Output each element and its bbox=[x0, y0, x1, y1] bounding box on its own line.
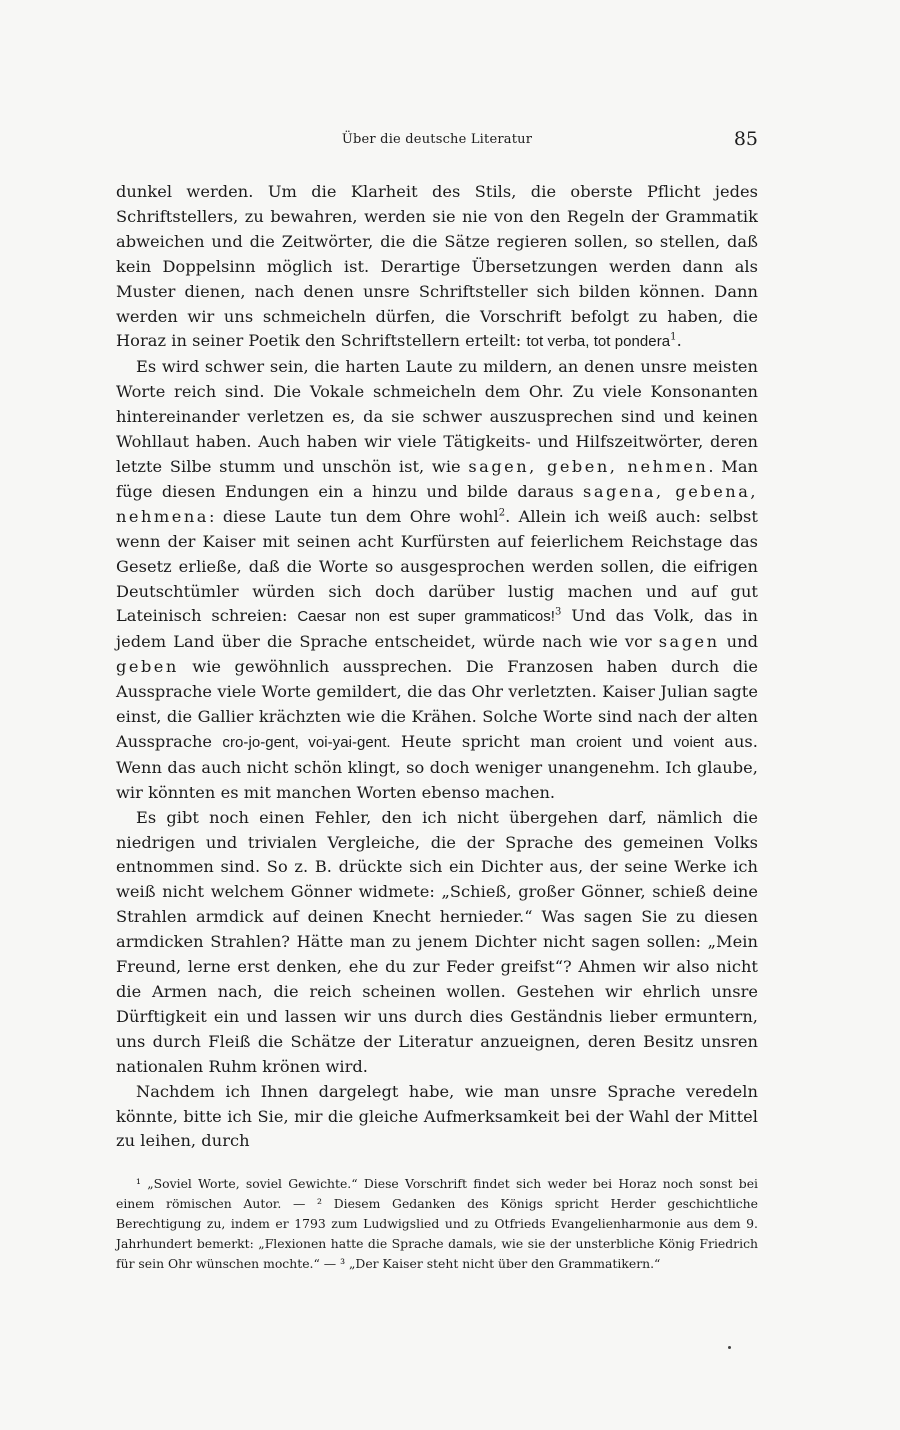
text-run: croient bbox=[576, 733, 622, 751]
footnotes bbox=[116, 1174, 758, 1274]
paragraph bbox=[116, 355, 758, 805]
text-run: sagena, gebena, nehmena bbox=[116, 481, 758, 526]
text-run: wie gewöhnlich aussprechen. Die Franzosen haben durch die Aussprache viele Worte gemildert, die das Ohr verletzten. Kaiser Julian sagte einst, die Gallier krächzten wie die Krähen. Solche Worte sind nach der alten Aussprache bbox=[116, 657, 758, 751]
book-page bbox=[116, 128, 758, 1274]
footnote: ¹ „Soviel Worte, soviel Gewichte.“ Diese Vorschrift findet sich weder bei Horaz noch sonst bei einem römischen Autor. — ² Diesem Gedanken des Königs spricht Herder geschichtliche Berechtigung zu, indem er 1793 zum Ludwigslied und zu Otfrieds Evangelienharmonie aus dem 9. Jahrhundert bemerkt: „Flexionen hatte die Sprache damals, wie sie der unsterbliche König Friedrich für sein Ohr wünschen mochte.“ — ³ „Der Kaiser steht nicht über den Grammatikern.“ bbox=[116, 1176, 758, 1272]
text-run: sagen, geben, nehmen bbox=[468, 456, 709, 476]
paragraph bbox=[116, 806, 758, 1080]
running-title: Über die deutsche Literatur bbox=[341, 132, 533, 147]
text-run: cro-jo-gent, voi-yai-gent. bbox=[222, 733, 391, 751]
text-run: : diese Laute tun dem Ohre wohl bbox=[208, 506, 499, 526]
text-run: geben bbox=[116, 657, 179, 677]
paragraph bbox=[116, 180, 758, 355]
text-run: Es gibt noch einen Fehler, den ich nicht übergehen darf, nämlich die niedrigen und trivialen Vergleiche, die der Sprache des gemeinen Volks entnommen sind. So z. B. drückte sich ein Dichter aus, der seine Werke ich weiß nicht welchem Gönner widmete: „Schieß, großer Gönner, schieß deine Strahlen armdick auf deinen Knecht hernieder.“ Was sagen Sie zu diesen armdicken Strahlen? Hätte man zu jenem Dichter nicht sagen sollen: „Mein Freund, lerne erst denken, ehe du zur Feder greifst“? Ahmen wir also nicht die Armen nach, die reich scheinen wollen. Gestehen wir ehrlich unsre Dürftigkeit ein und lassen wir uns durch dies Geständnis lieber ermuntern, uns durch Fleiß die Schätze der Literatur anzueignen, deren Besitz unsren nationalen Ruhm krönen wird. bbox=[116, 807, 758, 1076]
page-header bbox=[116, 128, 758, 160]
footnote-marker: 3 bbox=[555, 607, 562, 619]
text-run: . bbox=[676, 331, 682, 351]
text-run: Nachdem ich Ihnen dargelegt habe, wie man unsre Sprache veredeln könnte, bitte ich Sie, mir die gleiche Aufmerksamkeit bei der Wahl der Mittel zu leihen, durch bbox=[116, 1081, 758, 1151]
paragraph bbox=[116, 1080, 758, 1155]
print-speck bbox=[728, 1346, 731, 1349]
footnote-marker: 1 bbox=[670, 332, 677, 344]
text-run: aus. Wenn das auch nicht schön klingt, so doch weniger unangenehm. Ich glaube, wir könnten es mit manchen Worten ebenso machen. bbox=[116, 731, 758, 802]
page-number: 85 bbox=[733, 128, 758, 150]
text-run: und bbox=[621, 731, 674, 751]
body-text bbox=[116, 180, 758, 1154]
text-run: Caesar non est super grammaticos! bbox=[297, 608, 556, 626]
text-run: Es wird schwer sein, die harten Laute zu mildern, an denen unsre meisten Worte reich sind. Die Vokale schmeicheln dem Ohr. Zu viele Konsonanten hintereinander verletzen es, da sie schwer auszusprechen sind und keinen Wohllaut haben. Auch haben wir viele Tätigkeits- und Hilfszeitwörter, deren letzte Silbe stumm und unschön ist, wie bbox=[116, 357, 758, 476]
text-run: Heute spricht man bbox=[390, 731, 577, 751]
footnote-marker: 2 bbox=[498, 507, 506, 519]
text-run: . Allein ich weiß auch: selbst wenn der Kaiser mit seinen acht Kurfürsten auf feierlichem Reichstage das Gesetz erließe, daß die Worte so ausgesprochen werden sollen, die eifrigen Deutschtümler würden sich doch darüber lustig machen und auf gut Lateinisch schreien: bbox=[116, 506, 758, 626]
text-run: dunkel werden. Um die Klarheit des Stils, die oberste Pflicht jedes Schriftstellers, zu bewahren, werden sie nie von den Regeln der Grammatik abweichen und die Zeitwörter, die die Sätze regieren sollen, so stellen, daß kein Doppelsinn möglich ist. Derartige Übersetzungen werden dann als Muster dienen, nach denen unsre Schriftsteller sich bilden können. Dann werden wir uns schmeicheln dürfen, die Vorschrift befolgt zu haben, die Horaz in seiner Poetik den Schriftstellern erteilt: bbox=[116, 182, 758, 351]
text-run: . Man füge diesen Endungen ein a hinzu und bilde daraus bbox=[116, 456, 758, 501]
text-run: sagen bbox=[658, 632, 720, 652]
text-run: Und das Volk, das in jedem Land über die Sprache entscheidet, würde nach wie vor bbox=[116, 606, 758, 652]
text-run: und bbox=[719, 632, 758, 652]
text-run: voient bbox=[673, 733, 714, 751]
text-run: tot verba, tot pondera bbox=[526, 333, 671, 351]
